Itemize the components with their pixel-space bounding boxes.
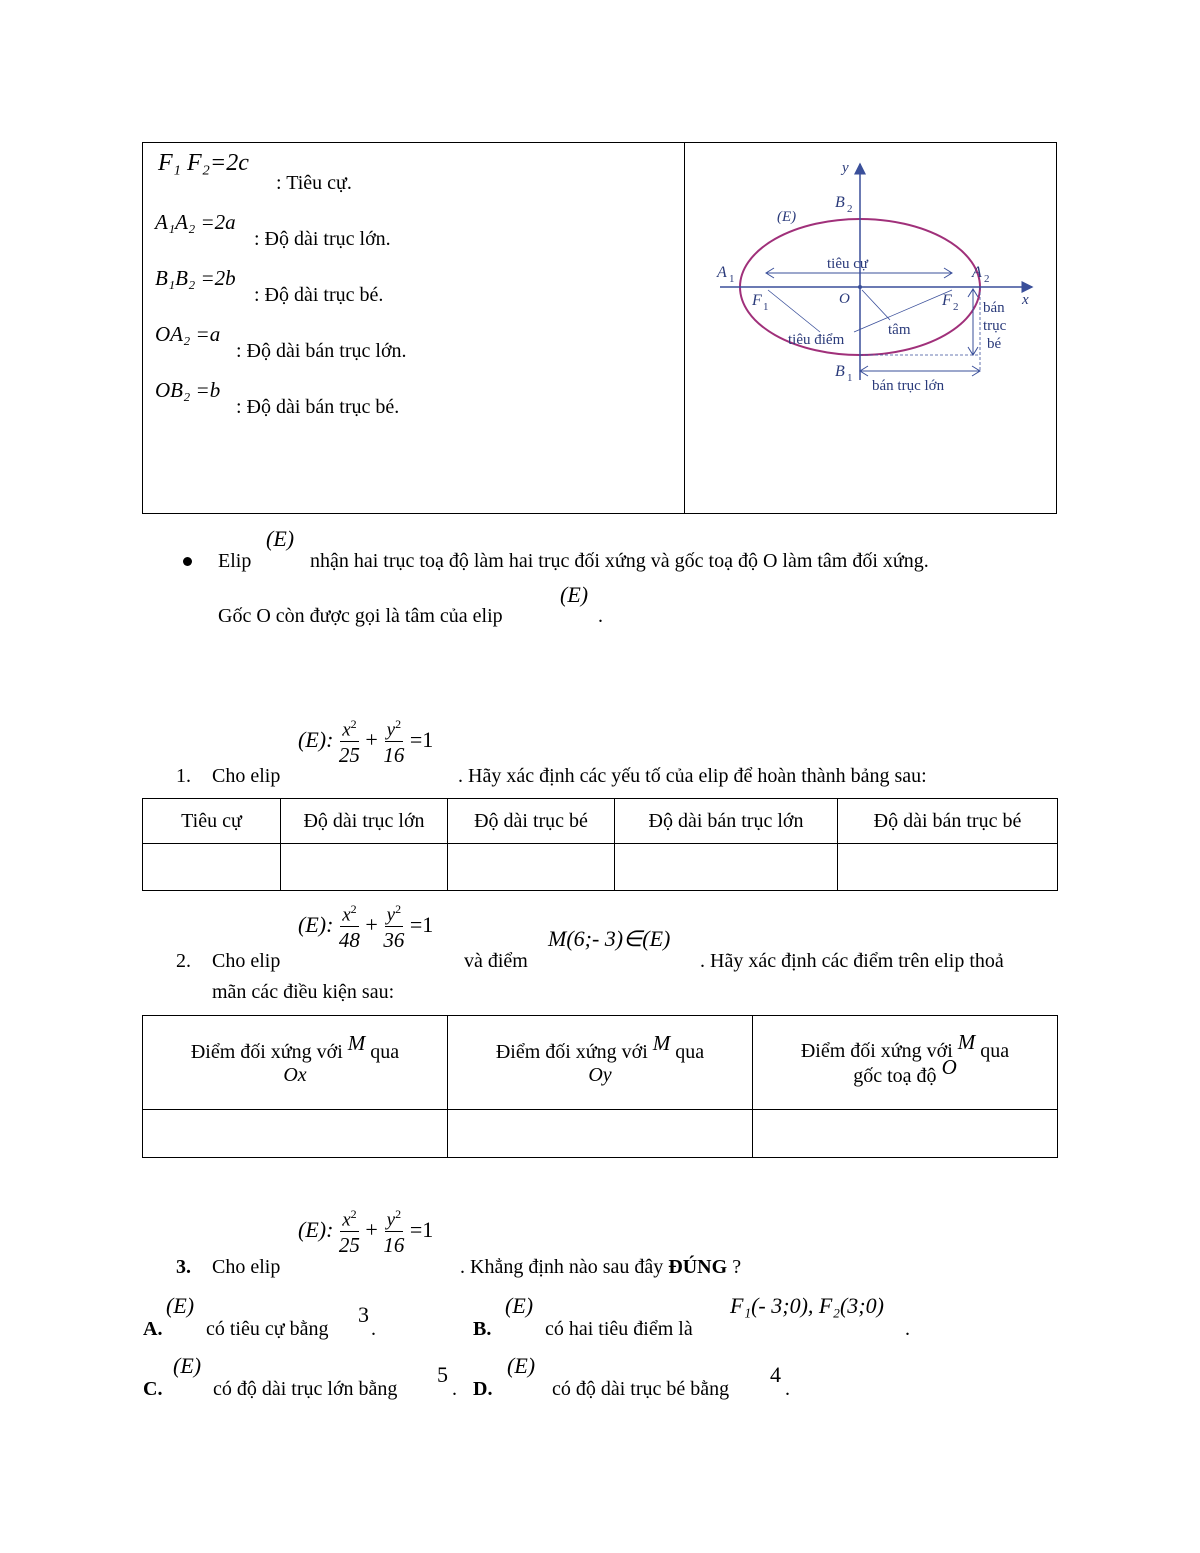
option-d-value: 4 xyxy=(770,1362,781,1387)
def-5: OB₂ =b xyxy=(155,378,221,402)
option-b-label[interactable]: B. xyxy=(473,1318,492,1340)
option-c-end: . xyxy=(452,1378,457,1400)
option-d-label[interactable]: D. xyxy=(473,1378,493,1400)
eq-rhs: =1 xyxy=(409,1217,434,1243)
header-qua: qua xyxy=(370,1040,400,1063)
option-a-value: 3 xyxy=(358,1302,369,1327)
b2-sub: 2 xyxy=(847,203,853,215)
eq-frac-y: $\frac{y^2}{16}$ xyxy=(383,717,405,768)
q1-header-ban-truc-be: Độ dài bán trục bé xyxy=(838,799,1058,844)
q3-pre: Cho elip xyxy=(212,1256,281,1278)
eq-lhs: (E): xyxy=(298,912,334,938)
f2-label: F xyxy=(942,292,952,309)
bullet-line1-pre: Elip xyxy=(218,550,252,572)
eq-den: 16 xyxy=(383,1233,405,1258)
a1-sub: 1 xyxy=(729,273,735,285)
q1-answer-cell[interactable] xyxy=(838,844,1058,891)
eq-frac-x: $\frac{x^2}{48}$ xyxy=(338,902,360,953)
table-answer-row xyxy=(143,844,1058,891)
center-dot xyxy=(858,285,862,289)
header-axis: Oy xyxy=(588,1063,612,1086)
q2-header-oy xyxy=(448,1016,753,1110)
table-answer-row xyxy=(143,1110,1058,1158)
option-d-e: (E) xyxy=(507,1353,536,1378)
header-text: Điểm đối xứng với xyxy=(800,1039,953,1062)
q1-pre: Cho elip xyxy=(212,765,281,787)
header-qua: qua xyxy=(980,1039,1010,1062)
eq-num: x xyxy=(342,1209,351,1231)
tam-label: tâm xyxy=(888,322,911,338)
q1-answer-cell[interactable] xyxy=(448,844,615,891)
option-c-e: (E) xyxy=(173,1353,202,1378)
header-text: Điểm đối xứng với xyxy=(190,1040,343,1063)
option-b-e: (E) xyxy=(505,1293,534,1318)
def-3: B₁B₂ =2b xyxy=(155,266,236,290)
eq-frac-x: $\frac{x^2}{25}$ xyxy=(338,1207,360,1258)
eq-lhs: (E): xyxy=(298,727,334,753)
option-c-value: 5 xyxy=(437,1362,448,1387)
bullet-line2: Gốc O còn được gọi là tâm của elip xyxy=(218,605,503,627)
def-4: OA₂ =a xyxy=(155,322,221,346)
def-desc-5: : Độ dài bán trục bé. xyxy=(236,396,400,418)
q2-answer-cell[interactable] xyxy=(143,1110,448,1158)
bullet-dot xyxy=(183,557,192,566)
option-a-end: . xyxy=(371,1318,376,1340)
def-formula: F₁ F₂=2c xyxy=(158,150,249,176)
q2-post: . Hãy xác định các điểm trên elip thoả xyxy=(700,950,1004,972)
q2-mid: và điểm xyxy=(464,950,528,972)
q1-header-truc-be: Độ dài trục bé xyxy=(448,799,615,844)
eq-den: 25 xyxy=(338,743,360,768)
header-origin-text: gốc toạ độ xyxy=(853,1064,937,1087)
header-qua: qua xyxy=(675,1040,705,1063)
q2-number: 2. xyxy=(176,950,191,972)
bullet-e-1: (E) xyxy=(266,526,295,551)
eq-num: y xyxy=(386,719,396,741)
q2-answer-cell[interactable] xyxy=(448,1110,753,1158)
y-label: y xyxy=(842,160,849,176)
tieu-cu-label: tiêu cự xyxy=(827,256,869,272)
header-text: Điểm đối xứng với xyxy=(495,1040,648,1063)
q1-answer-cell[interactable] xyxy=(281,844,448,891)
focus-pointer-1 xyxy=(768,290,820,332)
ban-truc-be-label-3: bé xyxy=(987,336,1002,352)
e-label: (E) xyxy=(777,209,797,225)
f1-label: F xyxy=(752,292,762,309)
q1-table xyxy=(142,798,1058,891)
option-a-label[interactable]: A. xyxy=(143,1318,163,1340)
q3-post: . Khẳng định nào sau đây xyxy=(460,1256,664,1278)
eq-den: 25 xyxy=(338,1233,360,1258)
def-desc-4: : Độ dài bán trục lớn. xyxy=(236,340,407,362)
bullet-e-2: (E) xyxy=(560,582,589,607)
option-d-end: . xyxy=(785,1378,790,1400)
eq-num: x xyxy=(342,719,351,741)
ellipse-diagram xyxy=(690,150,1050,400)
option-c-text: có độ dài trục lớn bằng xyxy=(213,1378,398,1400)
a1-label: A xyxy=(717,264,727,281)
table-header-row xyxy=(143,799,1058,844)
box-divider xyxy=(684,143,685,513)
o-label: O xyxy=(839,291,850,307)
header-m: M xyxy=(652,1030,671,1055)
q3-number: 3. xyxy=(176,1256,191,1278)
eq-den: 16 xyxy=(383,743,405,768)
eq-num: y xyxy=(386,904,396,926)
option-b-end: . xyxy=(905,1318,910,1340)
option-c-label[interactable]: C. xyxy=(143,1378,163,1400)
ban-truc-be-label-1: bán xyxy=(983,300,1005,316)
def-desc-2: : Độ dài trục lớn. xyxy=(254,228,391,250)
b2-label: B xyxy=(835,194,845,211)
tieu-diem-label: tiêu điểm xyxy=(788,332,845,348)
eq-den: 48 xyxy=(338,928,360,953)
q2-table xyxy=(142,1015,1058,1158)
table-header-row xyxy=(143,1016,1058,1110)
def-desc-1: : Tiêu cự. xyxy=(276,172,352,194)
eq-lhs: (E): xyxy=(298,1217,334,1243)
eq-den: 36 xyxy=(383,928,405,953)
b1-sub: 1 xyxy=(847,372,853,384)
eq-num: x xyxy=(342,904,351,926)
ban-truc-be-label-2: trục xyxy=(983,318,1007,334)
header-o: O xyxy=(941,1054,957,1079)
center-pointer xyxy=(862,290,890,320)
q3-end: ? xyxy=(732,1256,742,1278)
q1-header-tieu-cu: Tiêu cự xyxy=(143,799,281,844)
q1-post: . Hãy xác định các yếu tố của elip để hoàn thành bảng sau: xyxy=(458,765,927,787)
header-m: M xyxy=(957,1029,976,1054)
f1-sub: 1 xyxy=(763,301,769,313)
q1-header-ban-truc-lon: Độ dài bán trục lớn xyxy=(615,799,838,844)
eq-rhs: =1 xyxy=(409,727,434,753)
a2-label: A xyxy=(972,264,982,281)
f2-sub: 2 xyxy=(953,301,959,313)
b1-label: B xyxy=(835,363,845,380)
ban-truc-lon-label: bán trục lớn xyxy=(872,378,945,394)
q1-answer-cell[interactable] xyxy=(143,844,281,891)
option-b-text: có hai tiêu điểm là xyxy=(545,1318,693,1340)
header-m: M xyxy=(347,1030,366,1055)
bullet-line1-post: nhận hai trục toạ độ làm hai trục đối xứng và gốc toạ độ O làm tâm đối xứng. xyxy=(310,550,929,572)
q1-equation: (E): $\frac{x^2}{25}$ + $\frac{y^2}{16}$ =1 xyxy=(298,717,434,768)
q1-answer-cell[interactable] xyxy=(615,844,838,891)
q2-point: M(6;- 3)∈(E) xyxy=(548,926,671,951)
q1-header-truc-lon: Độ dài trục lớn xyxy=(281,799,448,844)
q1-number: 1. xyxy=(176,765,191,787)
a2-sub: 2 xyxy=(984,273,990,285)
q2-pre: Cho elip xyxy=(212,950,281,972)
option-b-value: F₁(- 3;0), F₂(3;0) xyxy=(730,1293,884,1318)
bullet-line2-end: . xyxy=(598,605,603,627)
eq-frac-x: $\frac{x^2}{25}$ xyxy=(338,717,360,768)
eq-num: y xyxy=(386,1209,396,1231)
def-2: A₁A₂ =2a xyxy=(155,210,236,234)
q3-post-line xyxy=(460,1256,741,1279)
eq-frac-y: $\frac{y^2}{36}$ xyxy=(383,902,405,953)
option-d-text: có độ dài trục bé bằng xyxy=(552,1378,730,1400)
q3-bold: ĐÚNG xyxy=(668,1256,728,1278)
def-desc-3: : Độ dài trục bé. xyxy=(254,284,384,306)
def-1 xyxy=(158,150,249,177)
q2-header-ox xyxy=(143,1016,448,1110)
option-a-e: (E) xyxy=(166,1293,195,1318)
header-axis: Ox xyxy=(283,1063,307,1086)
q3-equation: (E): $\frac{x^2}{25}$ + $\frac{y^2}{16}$ =1 xyxy=(298,1207,434,1258)
q2-answer-cell[interactable] xyxy=(753,1110,1058,1158)
q2-line2: mãn các điều kiện sau: xyxy=(212,981,395,1003)
eq-rhs: =1 xyxy=(409,912,434,938)
option-a-text: có tiêu cự bằng xyxy=(206,1318,329,1340)
q2-header-origin xyxy=(753,1016,1058,1110)
x-label: x xyxy=(1022,292,1029,308)
q2-equation: (E): $\frac{x^2}{48}$ + $\frac{y^2}{36}$ =1 xyxy=(298,902,434,953)
eq-frac-y: $\frac{y^2}{16}$ xyxy=(383,1207,405,1258)
